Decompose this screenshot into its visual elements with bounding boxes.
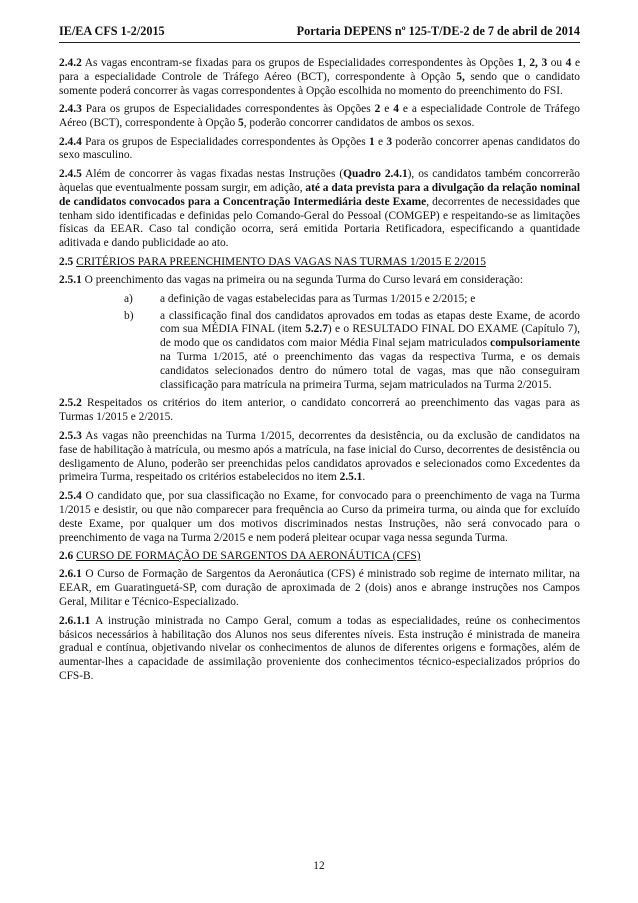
paragraph-2-4-2: 2.4.2 As vagas encontram-se fixadas para os grupos de Especialidades correspondentes às Opções 1, 2, 3 ou 4 e para a especialidade Controle de Tráfego Aéreo (BCT), correspondente à Opção 5, sendo que o candidato somente poderá concorrer às vagas correspondentes à Opção escolhida no momento do preenchimento do FSI. <box>59 57 580 97</box>
item-number: 2.4.5 <box>59 167 82 180</box>
paragraph-2-6-1-1: 2.6.1.1 A instrução ministrada no Campo Geral, comum a todas as especialidades, reúne os conhecimentos básicos necessários à habilitação dos Alunos nos seus diferentes níveis. Esta instrução é ministrada de maneira gradual e contínua, objetivando nivelar os conhecimentos de alunos de diferentes origens e formações, além de aumentar-lhes a capacidade de assimilação proveniente dos conhecimentos técnico-especializados próprios do CFS-B. <box>59 614 580 683</box>
paragraph-2-5-4: 2.5.4 O candidato que, por sua classificação no Exame, for convocado para o preenchimento de vaga na Turma 1/2015 e desistir, ou que não comparecer para frequência ao Curso da primeira turma, ou ainda que for excluído deste Exame, por qualquer um dos motivos discriminados nestas Instruções, não será convocado para o preenchimento de vaga na Turma 2/2015 e nem poderá pleitear ocupar vaga nessa segunda Turma. <box>59 489 580 544</box>
list-item-a: a) a definição de vagas estabelecidas para as Turmas 1/2015 e 2/2015; e <box>124 292 476 305</box>
paragraph-2-5-3: 2.5.3 As vagas não preenchidas na Turma 1/2015, decorrentes da desistência, ou da exclusão de candidatos na fase de habilitação à matrícula, ou mesmo após a matrícula, na fase inicial do Curso, decorrentes de desistência ou desligamento de Aluno, poderão ser preenchidas pelos candidatos aprovados e selecionados como Excedentes da primeira Turma, respeitado os critérios estabelecidos no item 2.5.1. <box>59 429 580 484</box>
list-marker: a) <box>124 292 133 305</box>
page-number: 12 <box>313 860 325 872</box>
page-header <box>59 22 580 43</box>
list-marker: b) <box>124 309 134 322</box>
item-number: 2.5.1 <box>59 274 82 287</box>
item-number: 2.4.2 <box>59 57 82 69</box>
section-heading-2-6: 2.6 CURSO DE FORMAÇÃO DE SARGENTOS DA AERONÁUTICA (CFS) <box>59 550 421 562</box>
paragraph-2-4-5: 2.4.5 Além de concorrer às vagas fixadas nestas Instruções (Quadro 2.4.1), os candidatos também concorrerão àquelas que eventualmente possam surgir, em adição, até a data prevista para a divulgação da relação nominal de candidatos convocados para a Concentração Intermediária deste Exame, decorrentes de necessidades que tenham sido identificadas e definidas pelo Comando-Geral do Pessoal (COMGEP) e respeitando-se as limitações físicas da EEAR. Caso tal condição ocorra, será emitida Portaria Retificadora, especificando a quantidade aditivada e dando publicidade ao ato. <box>59 167 580 250</box>
paragraph-2-4-4: 2.4.4 Para os grupos de Especialidades correspondentes às Opções 1 e 3 poderão concorrer apenas candidatos do sexo masculino. <box>59 135 580 162</box>
document-body <box>59 57 580 689</box>
item-number: 2.6.1 <box>59 568 82 581</box>
item-number: 2.5.3 <box>59 429 82 442</box>
paragraph-2-5-2: 2.5.2 Respeitados os critérios do item anterior, o candidato concorrerá ao preenchimento das vagas para as Turmas 1/2015 e 2/2015. <box>59 397 580 424</box>
paragraph-2-5-1: 2.5.1 O preenchimento das vagas na primeira ou na segunda Turma do Curso levará em consideração: <box>59 274 524 287</box>
document-code: IE/EA CFS 1-2/2015 <box>59 24 165 38</box>
ordinance-reference: Portaria DEPENS nº 125-T/DE-2 de 7 de abril de 2014 <box>296 24 580 38</box>
paragraph-2-4-3: 2.4.3 Para os grupos de Especialidades correspondentes às Opções 2 e 4 e a especialidade Controle de Tráfego Aéreo (BCT), correspondente à Opção 5, poderão concorrer candidatos de ambos os sexos. <box>59 103 580 130</box>
item-number: 2.4.3 <box>59 103 82 116</box>
list-item-b: b) a classificação final dos candidatos aprovados em todas as etapas deste Exame, de acordo com sua MÉDIA FINAL (item 5.2.7) e o RESULTADO FINAL DO EXAME (Capítulo 7), de modo que os candidatos com maior Média Final sejam matriculados compulsoriamente na Turma 1/2015, até o preenchimento das vagas da respectiva Turma, e os demais candidatos selecionados dentro do número total de vagas, mas que não conseguiram classificação para matrícula na primeira Turma, sejam matriculados na Turma 2/2015. <box>124 309 580 392</box>
criteria-list <box>59 293 580 393</box>
item-number: 2.4.4 <box>59 135 82 148</box>
item-number: 2.5.4 <box>59 489 82 502</box>
item-number: 2.5.2 <box>59 397 82 410</box>
section-heading-2-5: 2.5 CRITÉRIOS PARA PREENCHIMENTO DAS VAGAS NAS TURMAS 1/2015 E 2/2015 <box>59 255 486 268</box>
paragraph-2-6-1: 2.6.1 O Curso de Formação de Sargentos da Aeronáutica (CFS) é ministrado sob regime de internato militar, na EEAR, em Guaratinguetá-SP, com duração de aproximada de 2 (dois) anos e abrange instruções nos Campos Geral, Militar e Técnico-Especializado. <box>59 568 580 609</box>
item-number: 2.6.1.1 <box>59 614 91 627</box>
